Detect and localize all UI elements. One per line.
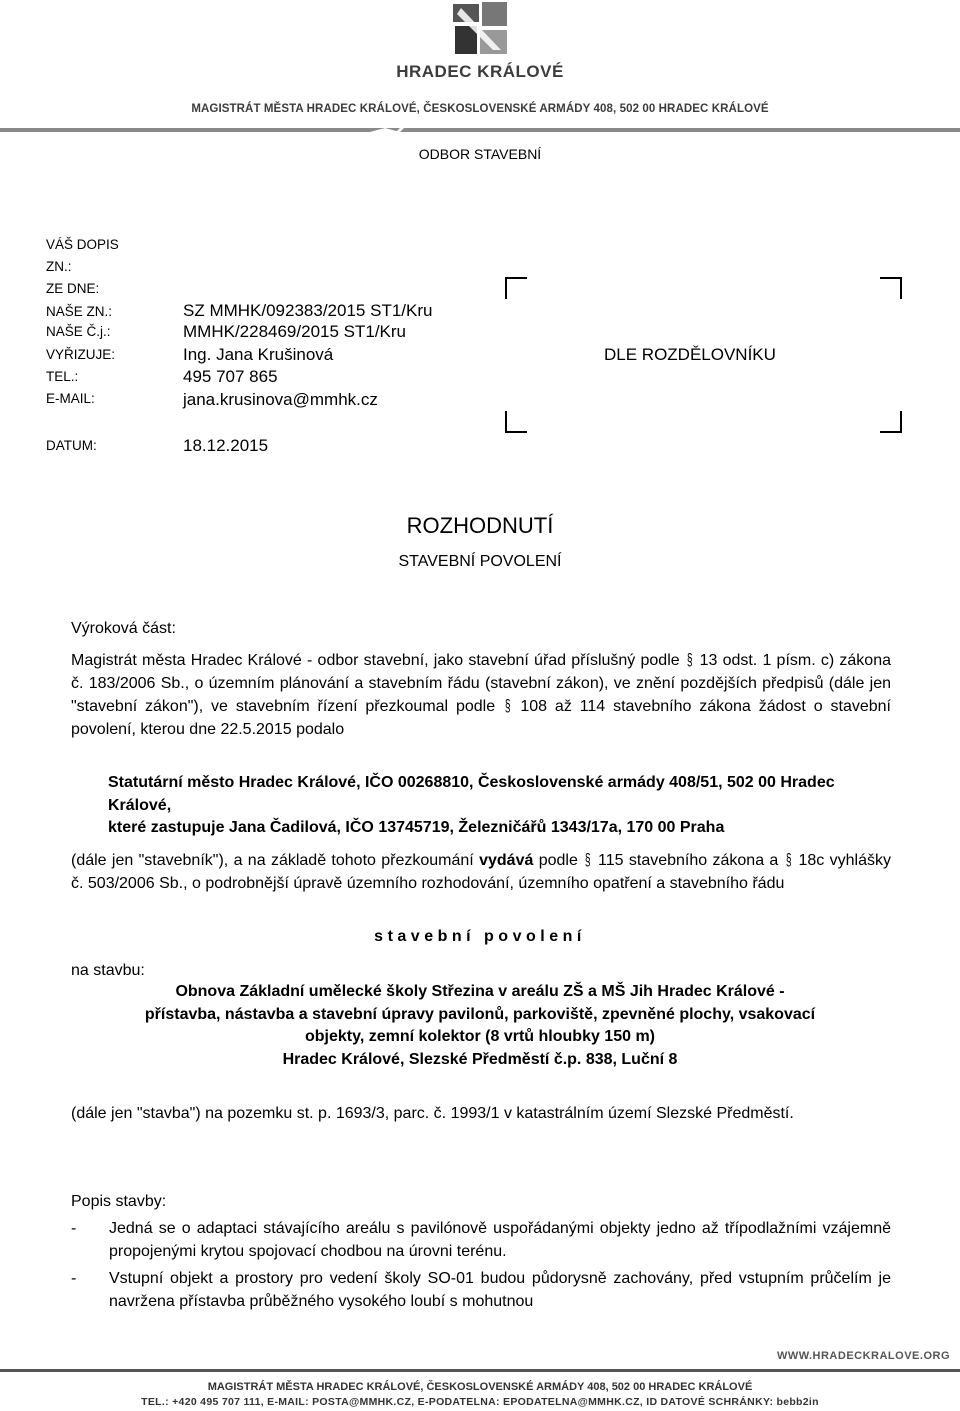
paragraph-plot: (dále jen "stavba") na pozemku st. p. 1693/3, parc. č. 1993/1 v katastrálním území Slezské Předměstí. — [71, 1105, 794, 1122]
decision-heading: stavební povolení — [374, 928, 586, 945]
operative-part-heading: Výroková část: — [71, 620, 176, 637]
section-sign: § — [785, 850, 792, 869]
our-no-value: MMHK/228469/2015 ST1/Kru — [183, 322, 407, 341]
handled-by-value: Ing. Jana Krušinová — [183, 345, 334, 364]
building-label: na stavbu: — [71, 962, 145, 979]
list-item: - Jedná se o adaptaci stávajícího areálu s pavilónově uspořádanými objekty jedno až třípodlažními vzájemně propojenými krytou spojovací chodbou na úrovni terénu. — [71, 1220, 891, 1260]
label-dated: ZE DNE: — [46, 281, 100, 296]
project-line4: Hradec Králové, Slezské Předměstí č.p. 838, Luční 8 — [282, 1051, 678, 1069]
label-email: E-MAIL: — [46, 391, 95, 406]
phone-value: 495 707 865 — [183, 367, 278, 386]
project-line1: Obnova Základní umělecké školy Střezina v areálu ZŠ a MŠ Jih Hradec Králové - — [175, 983, 785, 1000]
label-our-no: NAŠE Č.j.: — [46, 324, 111, 339]
footer-website: WWW.HRADECKRALOVE.ORG — [776, 1350, 950, 1362]
applicant-line2: které zastupuje Jana Čadilová, IČO 13745719, Železničářů 1343/17a, 170 00 Praha — [108, 819, 725, 836]
description-heading: Popis stavby: — [71, 1193, 167, 1210]
footer-contact: TEL.: +420 495 707 111, E-MAIL: POSTA@MMHK.CZ, E-PODATELNA: EPODATELNA@MMHK.CZ, ID DATOVÉ SCHRÁNKY: bebb2in — [141, 1396, 819, 1408]
section-sign: § — [686, 650, 693, 669]
label-phone: TEL.: — [46, 369, 79, 384]
project-description — [60, 981, 900, 1072]
department: ODBOR STAVEBNÍ — [418, 146, 542, 162]
city-name: HRADEC KRÁLOVÉ — [396, 62, 564, 81]
footer-address: MAGISTRÁT MĚSTA HRADEC KRÁLOVÉ, ČESKOSLOVENSKÉ ARMÁDY 408, 502 00 HRADEC KRÁLOVÉ — [207, 1381, 753, 1393]
city-logo — [449, 0, 511, 58]
window-corner-bottom-left — [505, 411, 527, 433]
project-line3: objekty, zemní kolektor (8 vrtů hloubky 150 m) — [304, 1028, 655, 1046]
label-your-letter: VÁŠ DOPIS — [46, 237, 119, 252]
list-item: - Vstupní objekt a prostory pro vedení školy SO-01 budou půdorysně zachovány, před vstupním průčelím je navržena přístavba průběžného vysokého loubí s mohutnou — [71, 1270, 891, 1310]
project-line2: přístavba, nástavba a stavební úpravy pavilonů, parkoviště, zpevněné plochy, vsakovací — [144, 1005, 816, 1023]
our-ref-value: SZ MMHK/092383/2015 ST1/Kru — [183, 301, 433, 320]
applicant-line1: Statutární město Hradec Králové, IČO 00268810, Československé armády 408/51, 502 00 Hradec Králové, — [108, 774, 835, 814]
email-value: jana.krusinova@mmhk.cz — [183, 390, 378, 409]
document-title: ROZHODNUTÍ — [406, 513, 554, 538]
window-corner-top-right — [880, 277, 902, 299]
window-corner-top-left — [505, 277, 527, 299]
label-our-ref: NAŠE ZN.: — [46, 304, 113, 319]
window-corner-bottom-right — [880, 411, 902, 433]
header-address: MAGISTRÁT MĚSTA HRADEC KRÁLOVÉ, ČESKOSLOVENSKÉ ARMÁDY 408, 502 00 HRADEC KRÁLOVÉ — [191, 103, 769, 115]
label-handled-by: VYŘIZUJE: — [46, 347, 116, 362]
paragraph-intro: Magistrát města Hradec Králové - odbor stavební, jako stavební úřad příslušný podle § 13 odst. 1 písm. c) zákona č. 183/2006 Sb., o územním plánování a stavebním řádu (stavební zákon), ve znění pozdějších předpisů (dále jen "stavební zákon"), ve stavebním řízení přezkoumal podle § 108 až 114 stavebního zákona žádost o stavební povolení, kterou dne 22.5.2015 podalo — [71, 650, 892, 739]
date-value: 18.12.2015 — [183, 436, 269, 455]
header-rule — [0, 128, 960, 132]
recipient: DLE ROZDĚLOVNÍKU — [604, 345, 776, 364]
section-sign: § — [504, 696, 511, 716]
paragraph-decision: (dále jen "stavebník"), a na základě tohoto přezkoumání vydává podle § 115 stavebního zákona a § 18c vyhlášky č. 503/2006 Sb., o podrobnější úpravě územního rozhodování, územního opatření a stavebního řádu — [71, 850, 891, 892]
document-subtitle: STAVEBNÍ POVOLENÍ — [398, 553, 562, 570]
label-ref: ZN.: — [46, 259, 72, 274]
footer-rule — [0, 1369, 960, 1372]
label-date: DATUM: — [46, 438, 97, 453]
section-sign: § — [585, 850, 591, 869]
